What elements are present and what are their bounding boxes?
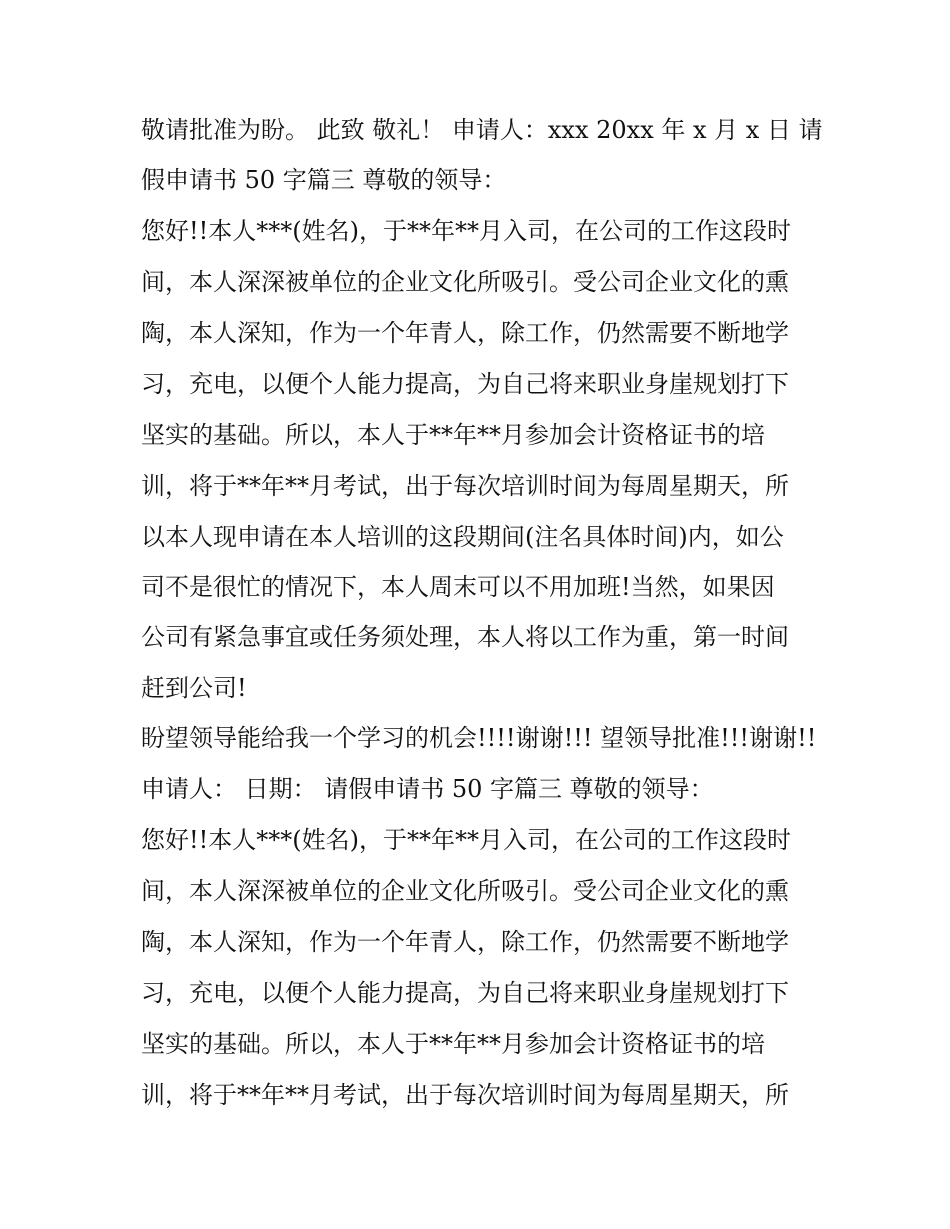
text-line: 以本人现申请在本人培训的这段期间(注名具体时间)内，如公 [141, 523, 784, 551]
text-line: 坚实的基础。所以，本人于**年**月参加会计资格证书的培 [141, 421, 765, 449]
text-line: 公司有紧急事宜或任务须处理，本人将以工作为重，第一时间 [141, 623, 789, 651]
text-line: 习，充电，以便个人能力提高，为自己将来职业身崖规划打下 [141, 979, 789, 1007]
text-line: 习，充电，以便个人能力提高，为自己将来职业身崖规划打下 [141, 370, 789, 398]
text-line: 陶，本人深知，作为一个年青人，除工作，仍然需要不断地学 [141, 319, 789, 347]
text-line: 敬请批准为盼。 此致 敬礼！ 申请人：xxx 20xx 年 x 月 x 日 请 [141, 116, 823, 144]
text-line: 训，将于**年**月考试，出于每次培训时间为每周星期天，所 [141, 1081, 789, 1109]
text-line: 您好!!本人***(姓名)，于**年**月入司，在公司的工作这段时 [141, 217, 792, 245]
text-line: 间，本人深深被单位的企业文化所吸引。受公司企业文化的熏 [141, 268, 789, 296]
text-line: 间，本人深深被单位的企业文化所吸引。受公司企业文化的熏 [141, 877, 789, 905]
text-line: 坚实的基础。所以，本人于**年**月参加会计资格证书的培 [141, 1030, 765, 1058]
text-line: 陶，本人深知，作为一个年青人，除工作，仍然需要不断地学 [141, 928, 789, 956]
text-line: 司不是很忙的情况下，本人周末可以不用加班!当然，如果因 [141, 573, 775, 601]
text-line: 假申请书 50 字篇三 尊敬的领导： [141, 166, 507, 194]
text-line: 您好!!本人***(姓名)，于**年**月入司，在公司的工作这段时 [141, 826, 792, 854]
text-line: 盼望领导能给我一个学习的机会!!!!谢谢!!! 望领导批准!!!谢谢!! [141, 724, 817, 752]
text-line: 申请人： 日期： 请假申请书 50 字篇三 尊敬的领导： [141, 775, 714, 803]
text-line: 赶到公司! [141, 674, 247, 702]
text-line: 训，将于**年**月考试，出于每次培训时间为每周星期天，所 [141, 472, 789, 500]
